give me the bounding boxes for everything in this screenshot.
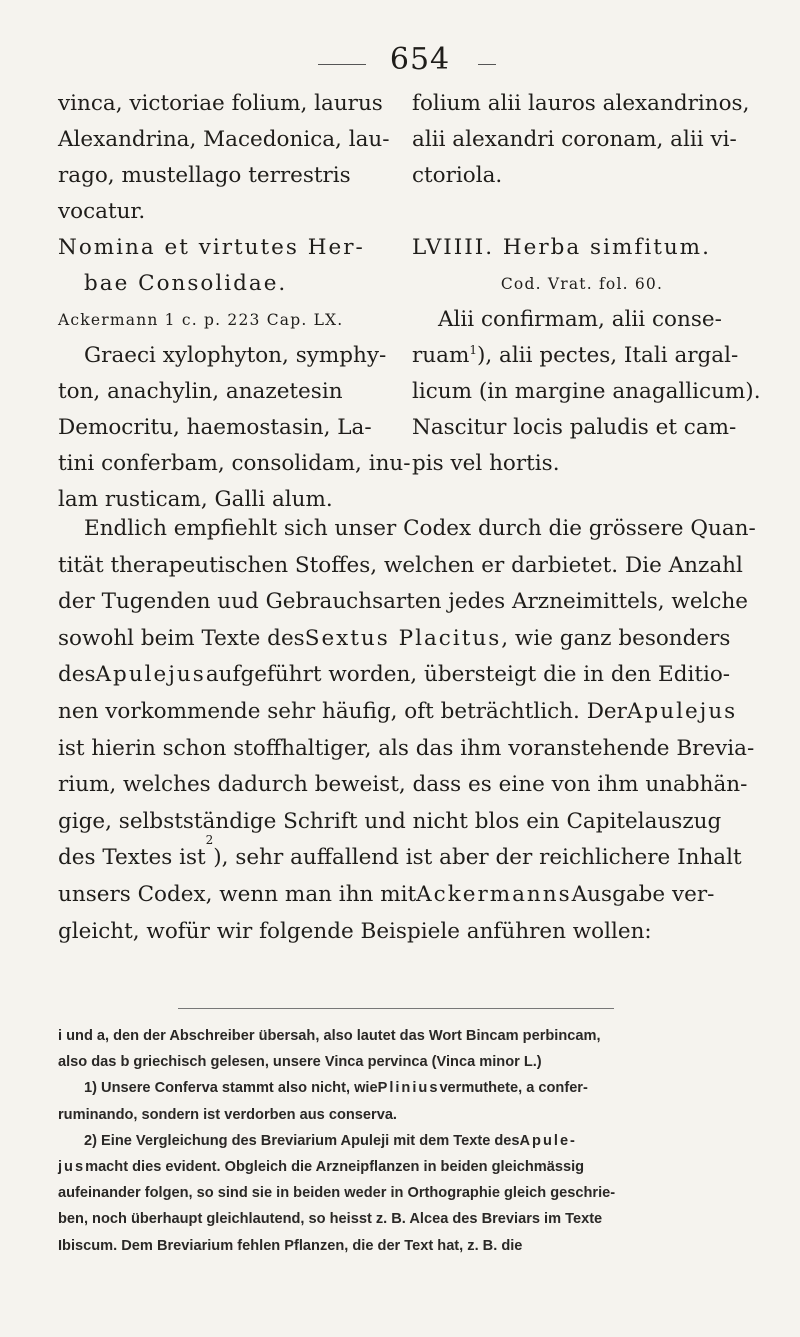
left-column [58, 86, 411, 518]
left-line: tini conferbam, consolidam, inu- [58, 451, 411, 476]
author-name: jus [58, 1158, 86, 1175]
right-line: Nascitur locis paludis et cam- [412, 415, 737, 440]
author-name: Apule- [519, 1132, 577, 1149]
footnote-line: ruminando, sondern ist verdorben aus conserva. [58, 1106, 397, 1123]
left-line: Democritu, haemostasin, La- [58, 415, 372, 440]
footnote-line: 2) Eine Vergleichung des Breviarium Apuleji mit dem Texte des Apule- [58, 1128, 758, 1154]
author-name: Apulejus [95, 662, 206, 688]
right-line: folium alii lauros alexandrinos, [412, 91, 750, 116]
body-paragraph [58, 511, 756, 950]
page-header [0, 42, 800, 78]
body-line: ist hierin schon stoffhaltiger, als das ihm voranstehende Brevia- [58, 735, 755, 761]
header-rule-left [318, 64, 366, 65]
footnote-line: also das b griechisch gelesen, unsere Vinca pervinca (Vinca minor L.) [58, 1054, 542, 1071]
left-line: rago, mustellago terrestris [58, 163, 351, 188]
footnote-marker: 1 [469, 342, 477, 357]
body-line: tität therapeutischen Stoffes, welchen er darbietet. Die Anzahl [58, 552, 743, 578]
body-line: nen vorkommende sehr häufig, oft beträchtlich. Der Apulejus [58, 694, 756, 731]
footnote-line: 1) Unsere Conferva stammt also nicht, wie Plinius vermuthete, a confer- [58, 1075, 758, 1101]
footnote-line: ben, noch überhaupt gleichlautend, so heisst z. B. Alcea des Breviars im Texte [58, 1211, 603, 1228]
body-line: des Textes ist 2 ), sehr auffallend ist aber der reichlichere Inhalt [58, 840, 756, 877]
right-line: ruam$^1$), alii pectes, Itali argal- [412, 342, 739, 368]
footnote-marker: 2 [205, 833, 214, 848]
left-line: vinca, victoriae folium, laurus [58, 91, 383, 116]
source-reference: Ackermann 1 c. p. 223 Cap. LX. [58, 311, 344, 329]
author-name: Plinius [377, 1080, 440, 1097]
header-rule-right [478, 64, 496, 65]
right-column [412, 86, 761, 482]
footnote-line: aufeinander folgen, so sind sie in beiden weder in Orthographie gleich geschrie- [58, 1185, 616, 1202]
body-line: gige, selbstständige Schrift und nicht blos ein Capitelauszug [58, 808, 722, 834]
right-line: pis vel hortis. [412, 451, 560, 476]
right-line: alii alexandri coronam, alii vi- [412, 127, 737, 152]
left-line: Alexandrina, Macedonica, lau- [58, 127, 390, 152]
source-reference: Cod. Vrat. fol. 60. [500, 275, 664, 293]
page-number: 654 [389, 42, 451, 77]
section-heading-cont: bae Consolidae. [84, 271, 288, 296]
section-heading: LVIIII. Herba simfitum. [412, 235, 711, 260]
right-line-empty [412, 194, 752, 230]
section-heading: Nomina et virtutes Her- [58, 235, 365, 260]
body-line: der Tugenden uud Gebrauchsarten jedes Arzneimittels, welche [58, 589, 749, 615]
footnote-line: jus macht dies evident. Obgleich die Arzneipflanzen in beiden gleichmässig [58, 1154, 758, 1180]
footnotes [58, 1023, 758, 1259]
body-line: unsers Codex, wenn man ihn mit Ackermanns Ausgabe ver- [58, 877, 756, 914]
left-line: vocatur. [58, 199, 146, 224]
author-name: Ackermanns [416, 881, 572, 907]
body-line: des Apulejus aufgeführt worden, übersteigt die in den Editio- [58, 657, 756, 694]
right-line: ctoriola. [412, 163, 503, 188]
author-name: Apulejus [626, 698, 738, 724]
footnote-line: Ibiscum. Dem Breviarium fehlen Pflanzen, die der Text hat, z. B. die [58, 1237, 523, 1254]
body-line: sowohl beim Texte des Sextus Placitus , wie ganz besonders [58, 621, 756, 658]
footnote-divider [178, 1008, 614, 1009]
body-line: rium, welches dadurch beweist, dass es eine von ihm unabhän- [58, 772, 748, 798]
author-name: Sextus Placitus [304, 625, 502, 651]
left-line: Graeci xylophyton, symphy- [84, 343, 387, 368]
footnote-line: i und a, den der Abschreiber übersah, also lautet das Wort Bincam perbincam, [58, 1028, 601, 1044]
body-line: gleicht, wofür wir folgende Beispiele anführen wollen: [58, 918, 652, 944]
left-line: lam rusticam, Galli alum. [58, 487, 333, 512]
right-line: licum (in margine anagallicum). [412, 379, 761, 404]
left-line: ton, anachylin, anazetesin [58, 379, 343, 404]
right-line: Alii confirmam, alii conse- [438, 307, 722, 332]
body-line: Endlich empfiehlt sich unser Codex durch die grössere Quan- [84, 516, 756, 541]
